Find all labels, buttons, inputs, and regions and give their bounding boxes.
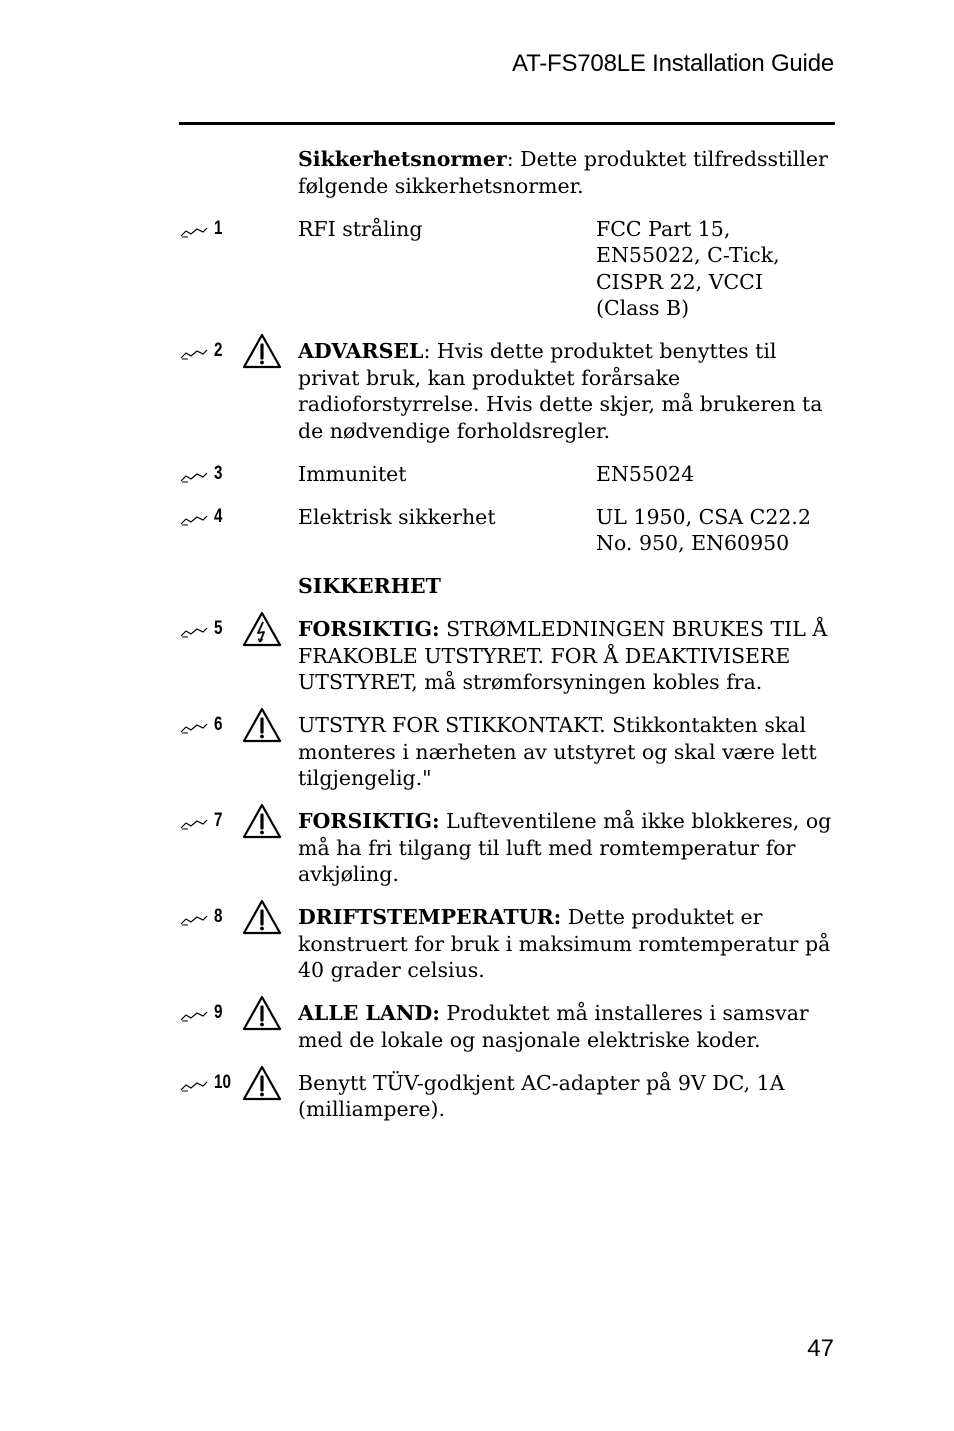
warning-icon xyxy=(241,802,283,840)
item-text xyxy=(298,338,839,444)
item-body: Produktet må installeres i samsvar med de lokale og nasjonale elektriske koder. xyxy=(298,1001,809,1052)
list-item xyxy=(179,461,839,488)
pen-icon xyxy=(179,347,209,361)
list-item xyxy=(179,216,839,322)
pen-icon xyxy=(179,1079,209,1093)
item-number: 5 xyxy=(214,618,223,639)
pen-icon xyxy=(179,225,209,239)
intro-bold: Sikkerhetsnormer xyxy=(298,147,507,171)
item-body: UTSTYR FOR STIKKONTAKT. Stikkontakten skal monteres i nærheten av utstyret og skal være lett tilgjengelig." xyxy=(298,713,817,790)
item-body: : Hvis dette produktet benyttes til privat bruk, kan produktet forårsake radioforstyrrelse. Hvis dette skjer, må brukeren ta de nødvendige forholdsregler. xyxy=(298,339,823,443)
list-item xyxy=(179,808,839,888)
item-value: EN55024 xyxy=(596,461,695,486)
item-bold: DRIFTSTEMPERATUR: xyxy=(298,905,562,929)
item-marker xyxy=(179,616,239,643)
item-number: 1 xyxy=(214,217,223,239)
pen-icon xyxy=(179,1009,209,1023)
item-term: RFI stråling xyxy=(298,216,423,241)
item-bold: FORSIKTIG: xyxy=(298,809,440,833)
warning-icon xyxy=(241,898,283,936)
page-header-title: AT-FS708LE Installation Guide xyxy=(512,50,834,77)
item-term: Immunitet xyxy=(298,461,407,486)
header-rule xyxy=(179,122,835,125)
item-number: 9 xyxy=(214,1002,223,1023)
item-text xyxy=(298,712,839,792)
item-term: Elektrisk sikkerhet xyxy=(298,504,496,529)
warning-icon xyxy=(241,1064,283,1102)
intro-paragraph xyxy=(298,146,839,199)
section-heading: SIKKERHET xyxy=(298,574,441,598)
item-number: 4 xyxy=(214,505,223,527)
item-bold: ALLE LAND: xyxy=(298,1001,440,1025)
item-body: Benytt TÜV-godkjent AC-adapter på 9V DC, 1A (milliampere). xyxy=(298,1070,785,1121)
item-body: STRØMLEDNINGEN BRUKES TIL Å FRAKOBLE UTSTYRET. FOR Å DEAKTIVISERE UTSTYRET, må strømforsyningen kobles fra. xyxy=(298,617,828,694)
list-item xyxy=(179,1070,839,1123)
item-number: 10 xyxy=(214,1071,231,1093)
item-text xyxy=(298,904,839,984)
item-body: Dette produktet er konstruert for bruk i maksimum romtemperatur på 40 grader celsius. xyxy=(298,905,831,982)
item-number: 3 xyxy=(214,462,223,484)
pen-icon xyxy=(179,513,209,527)
pen-icon xyxy=(179,817,209,831)
list-item xyxy=(179,904,839,984)
item-marker xyxy=(179,338,239,365)
item-marker xyxy=(179,712,239,739)
item-number: 2 xyxy=(214,340,223,361)
item-text xyxy=(298,616,839,696)
item-bold: FORSIKTIG: xyxy=(298,617,440,641)
item-marker xyxy=(179,461,239,488)
item-text xyxy=(298,808,839,888)
item-marker xyxy=(179,216,239,243)
document-body xyxy=(179,146,839,1139)
intro-row xyxy=(179,146,839,199)
list-item xyxy=(179,712,839,792)
page-number: 47 xyxy=(807,1335,834,1362)
item-marker xyxy=(179,1000,239,1027)
warning-icon xyxy=(241,994,283,1032)
warning-icon xyxy=(241,706,283,744)
list-item xyxy=(179,616,839,696)
electrical-hazard-icon xyxy=(241,610,283,648)
pen-icon xyxy=(179,470,209,484)
list-item xyxy=(179,1000,839,1053)
item-number: 8 xyxy=(214,906,223,927)
item-value: UL 1950, CSA C22.2 No. 950, EN60950 xyxy=(596,504,811,555)
item-number: 7 xyxy=(214,810,223,831)
item-value: FCC Part 15, EN55022, C-Tick, CISPR 22, VCCI (Class B) xyxy=(596,216,780,320)
pen-icon xyxy=(179,913,209,927)
item-bold: ADVARSEL xyxy=(298,339,424,363)
pen-icon xyxy=(179,625,209,639)
item-body: Lufteventilene må ikke blokkeres, og må ha fri tilgang til luft med romtemperatur for avkjøling. xyxy=(298,809,832,886)
section-heading-row xyxy=(179,573,839,600)
item-marker xyxy=(179,1070,239,1097)
item-marker xyxy=(179,904,239,931)
list-item xyxy=(179,338,839,444)
item-text xyxy=(298,1000,839,1053)
warning-icon xyxy=(241,332,283,370)
item-marker xyxy=(179,504,239,531)
intro-text: : Dette produktet tilfredsstiller følgende sikkerhetsnormer. xyxy=(298,147,828,198)
pen-icon xyxy=(179,721,209,735)
item-text xyxy=(298,1070,839,1123)
item-number: 6 xyxy=(214,714,223,735)
item-marker xyxy=(179,808,239,835)
list-item xyxy=(179,504,839,557)
